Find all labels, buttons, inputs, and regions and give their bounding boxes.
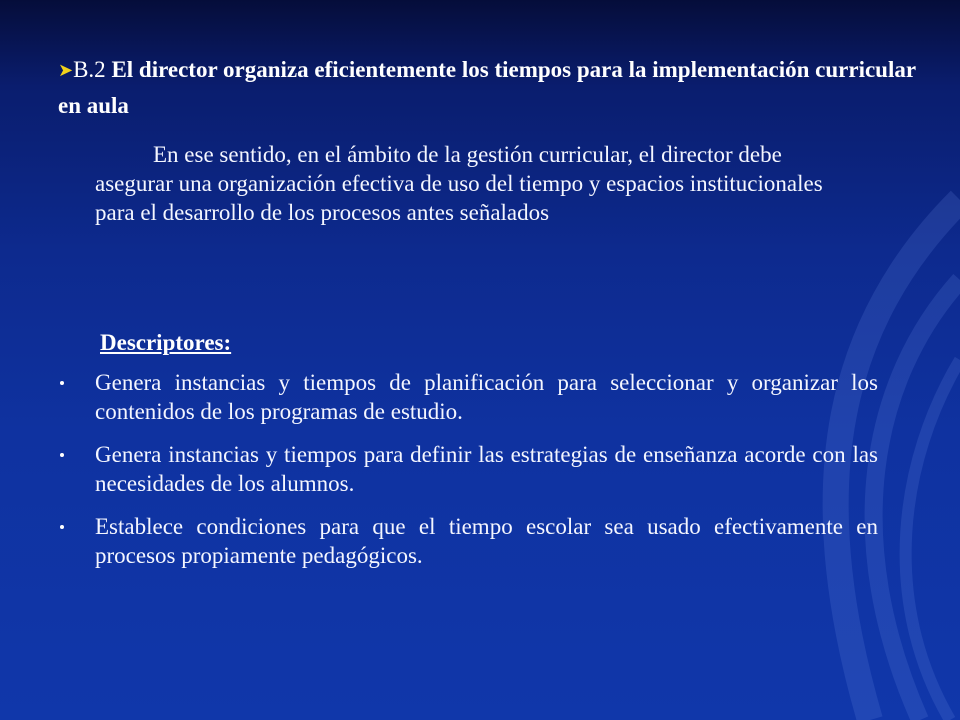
list-item: [58, 368, 878, 426]
bullet-dot-icon: [60, 381, 64, 385]
descriptores-label: Descriptores:: [100, 330, 232, 355]
list-item-text: Genera instancias y tiempos de planificación para seleccionar y organizar los contenidos de los programas de estudio.: [95, 370, 878, 424]
list-item-text: Genera instancias y tiempos para definir las estrategias de enseñanza acorde con las necesidades de los alumnos.: [95, 442, 878, 496]
arrow-right-icon: ➤: [58, 60, 74, 80]
heading-title: El director organiza eficientemente los tiempos para la implementación curricular en aula: [58, 57, 916, 118]
bullet-dot-icon: [60, 453, 64, 457]
list-item: [58, 440, 878, 498]
list-item-text: Establece condiciones para que el tiempo escolar sea usado efectivamente en procesos propiamente pedagógicos.: [95, 514, 878, 568]
slide-heading: [58, 52, 918, 124]
descriptores-list: [58, 368, 878, 584]
intro-paragraph: En ese sentido, en el ámbito de la gestión curricular, el director debe asegurar una organización efectiva de uso del tiempo y espacios institucionales para el desarrollo de los procesos antes señalados: [95, 142, 823, 225]
list-item: [58, 512, 878, 570]
heading-code: B.2: [73, 57, 106, 82]
bullet-dot-icon: [60, 525, 64, 529]
